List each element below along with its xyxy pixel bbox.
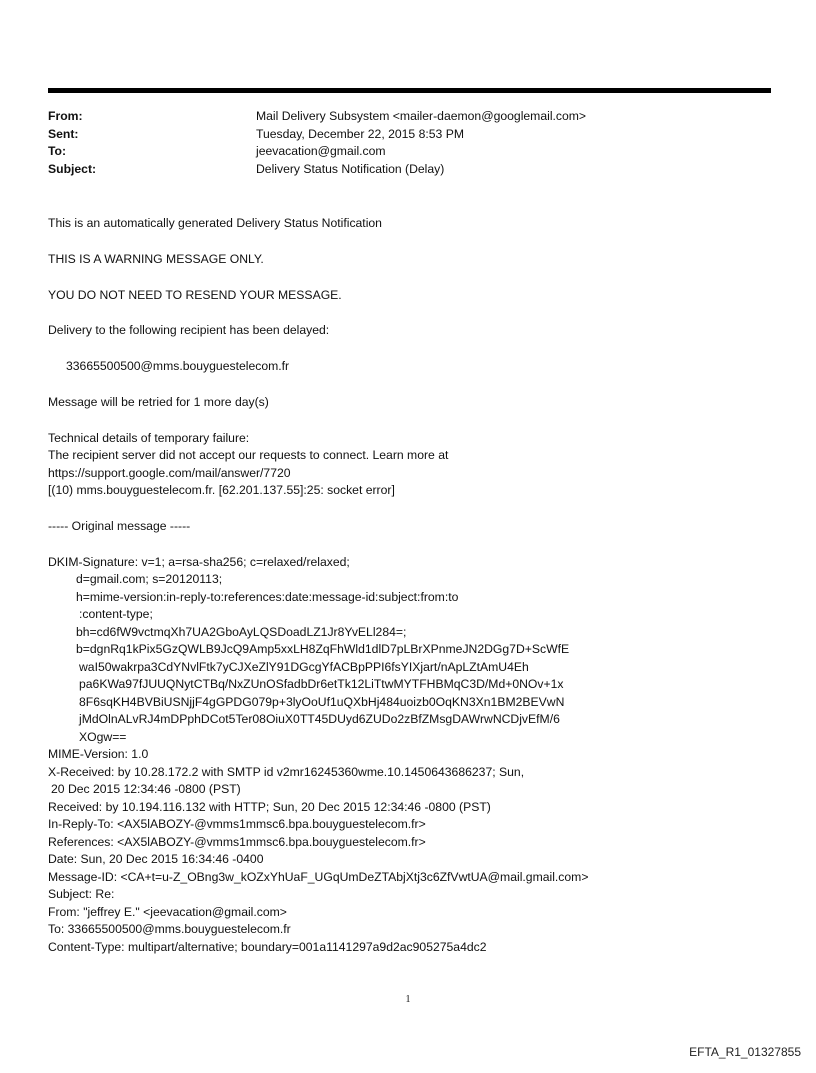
technical-details-line: The recipient server did not accept our requests to connect. Learn more at — [48, 448, 449, 463]
dkim-line: d=gmail.com; s=20120113; — [76, 572, 223, 587]
content-type-line: Content-Type: multipart/alternative; boundary=001a1141297a9d2ac905275a4dc2 — [48, 939, 487, 954]
subject-label: Subject: — [48, 161, 97, 176]
header-divider-rule — [48, 88, 771, 93]
to-line: To: 33665500500@mms.bouyguestelecom.fr — [48, 922, 291, 937]
x-received-line: 20 Dec 2015 12:34:46 -0800 (PST) — [51, 782, 241, 797]
recipient-address: 33665500500@mms.bouyguestelecom.fr — [66, 359, 290, 374]
warning-line: THIS IS A WARNING MESSAGE ONLY. — [48, 251, 264, 266]
header-subject-row — [48, 161, 771, 179]
received-line: Received: by 10.194.116.132 with HTTP; Sun, 20 Dec 2015 12:34:46 -0800 (PST) — [48, 799, 491, 814]
dkim-line: h=mime-version:in-reply-to:references:date:message-id:subject:from:to — [76, 589, 459, 604]
retry-line: Message will be retried for 1 more day(s) — [48, 394, 269, 409]
document-id-footer: EFTA_R1_01327855 — [689, 1045, 801, 1059]
original-headers-block — [48, 554, 788, 957]
delayed-line: Delivery to the following recipient has been delayed: — [48, 323, 330, 338]
message-id-line: Message-ID: <CA+t=u-Z_OBng3w_kOZxYhUaF_UGqUmDeZTAbjXtj3c6ZfVwtUA@mail.gmail.com> — [48, 869, 589, 884]
header-from-row — [48, 108, 771, 126]
dkim-line: 8F6sqKH4BVBiUSNjjF4gGPDG079p+3lyOoUf1uQXbHj484uoizb0OqKN3Xn1BM2BEVwN — [79, 694, 565, 709]
in-reply-to-line: In-Reply-To: <AX5lABOZY-@vmms1mmsc6.bpa.bouyguestelecom.fr> — [48, 817, 426, 832]
dkim-line: :content-type; — [79, 607, 153, 622]
original-message-marker: ----- Original message ----- — [48, 519, 191, 534]
subject-line: Subject: Re: — [48, 887, 115, 902]
from-label: From: — [48, 109, 83, 123]
mime-version-line: MIME-Version: 1.0 — [48, 747, 149, 762]
dkim-line: pa6KWa97fJUUQNytCTBq/NxZUnOSfadbDr6etTk12LiTtwMYTFHBMqC3D/Md+0NOv+1x — [79, 677, 564, 692]
from-value: Mail Delivery Subsystem <mailer-daemon@googlemail.com> — [256, 109, 587, 123]
to-value: jeevacation@gmail.com — [256, 144, 386, 158]
sent-label: Sent: — [48, 126, 79, 141]
dkim-line: XOgw== — [79, 729, 127, 744]
page-number: 1 — [405, 994, 411, 1005]
socket-error-line: [(10) mms.bouyguestelecom.fr. [62.201.137.55]:25: socket error] — [48, 483, 395, 498]
to-label: To: — [48, 144, 67, 158]
date-line: Date: Sun, 20 Dec 2015 16:34:46 -0400 — [48, 852, 264, 867]
references-line: References: <AX5lABOZY-@vmms1mmsc6.bpa.bouyguestelecom.fr> — [48, 834, 426, 849]
intro-line: This is an automatically generated Delivery Status Notification — [48, 216, 382, 230]
from-line: From: "jeffrey E." <jeevacation@gmail.com> — [48, 904, 287, 919]
email-header-block — [48, 108, 771, 178]
email-body — [48, 215, 788, 956]
x-received-line: X-Received: by 10.28.172.2 with SMTP id v2mr16245360wme.10.1450643686237; Sun, — [48, 764, 525, 779]
header-sent-row — [48, 126, 771, 144]
sent-value: Tuesday, December 22, 2015 8:53 PM — [256, 126, 464, 141]
support-link-text: https://support.google.com/mail/answer/7720 — [48, 465, 291, 480]
header-to-row — [48, 143, 771, 161]
technical-details-heading: Technical details of temporary failure: — [48, 430, 250, 445]
dkim-line: bh=cd6fW9vctmqXh7UA2GboAyLQSDoadLZ1Jr8YvELl284=; — [76, 624, 407, 639]
dkim-line: b=dgnRq1kPix5GzQWLB9JcQ9Amp5xxLH8ZqFhWld1dlD7pLBrXPnmeJN2DGg7D+ScWfE — [76, 642, 570, 657]
no-resend-line: YOU DO NOT NEED TO RESEND YOUR MESSAGE. — [48, 287, 342, 302]
dkim-line: waI50wakrpa3CdYNvlFtk7yCJXeZlY91DGcgYfACBpPPI6fsYIXjart/nApLZtAmU4Eh — [79, 659, 529, 674]
dkim-line: jMdOlnALvRJ4mDPphDCot5Ter08OiuX0TT45DUyd6ZUDo2zBfZMsgDAWrwNCDjvEfM/6 — [79, 712, 560, 727]
dkim-line: DKIM-Signature: v=1; a=rsa-sha256; c=relaxed/relaxed; — [48, 554, 350, 569]
subject-value: Delivery Status Notification (Delay) — [256, 161, 445, 176]
